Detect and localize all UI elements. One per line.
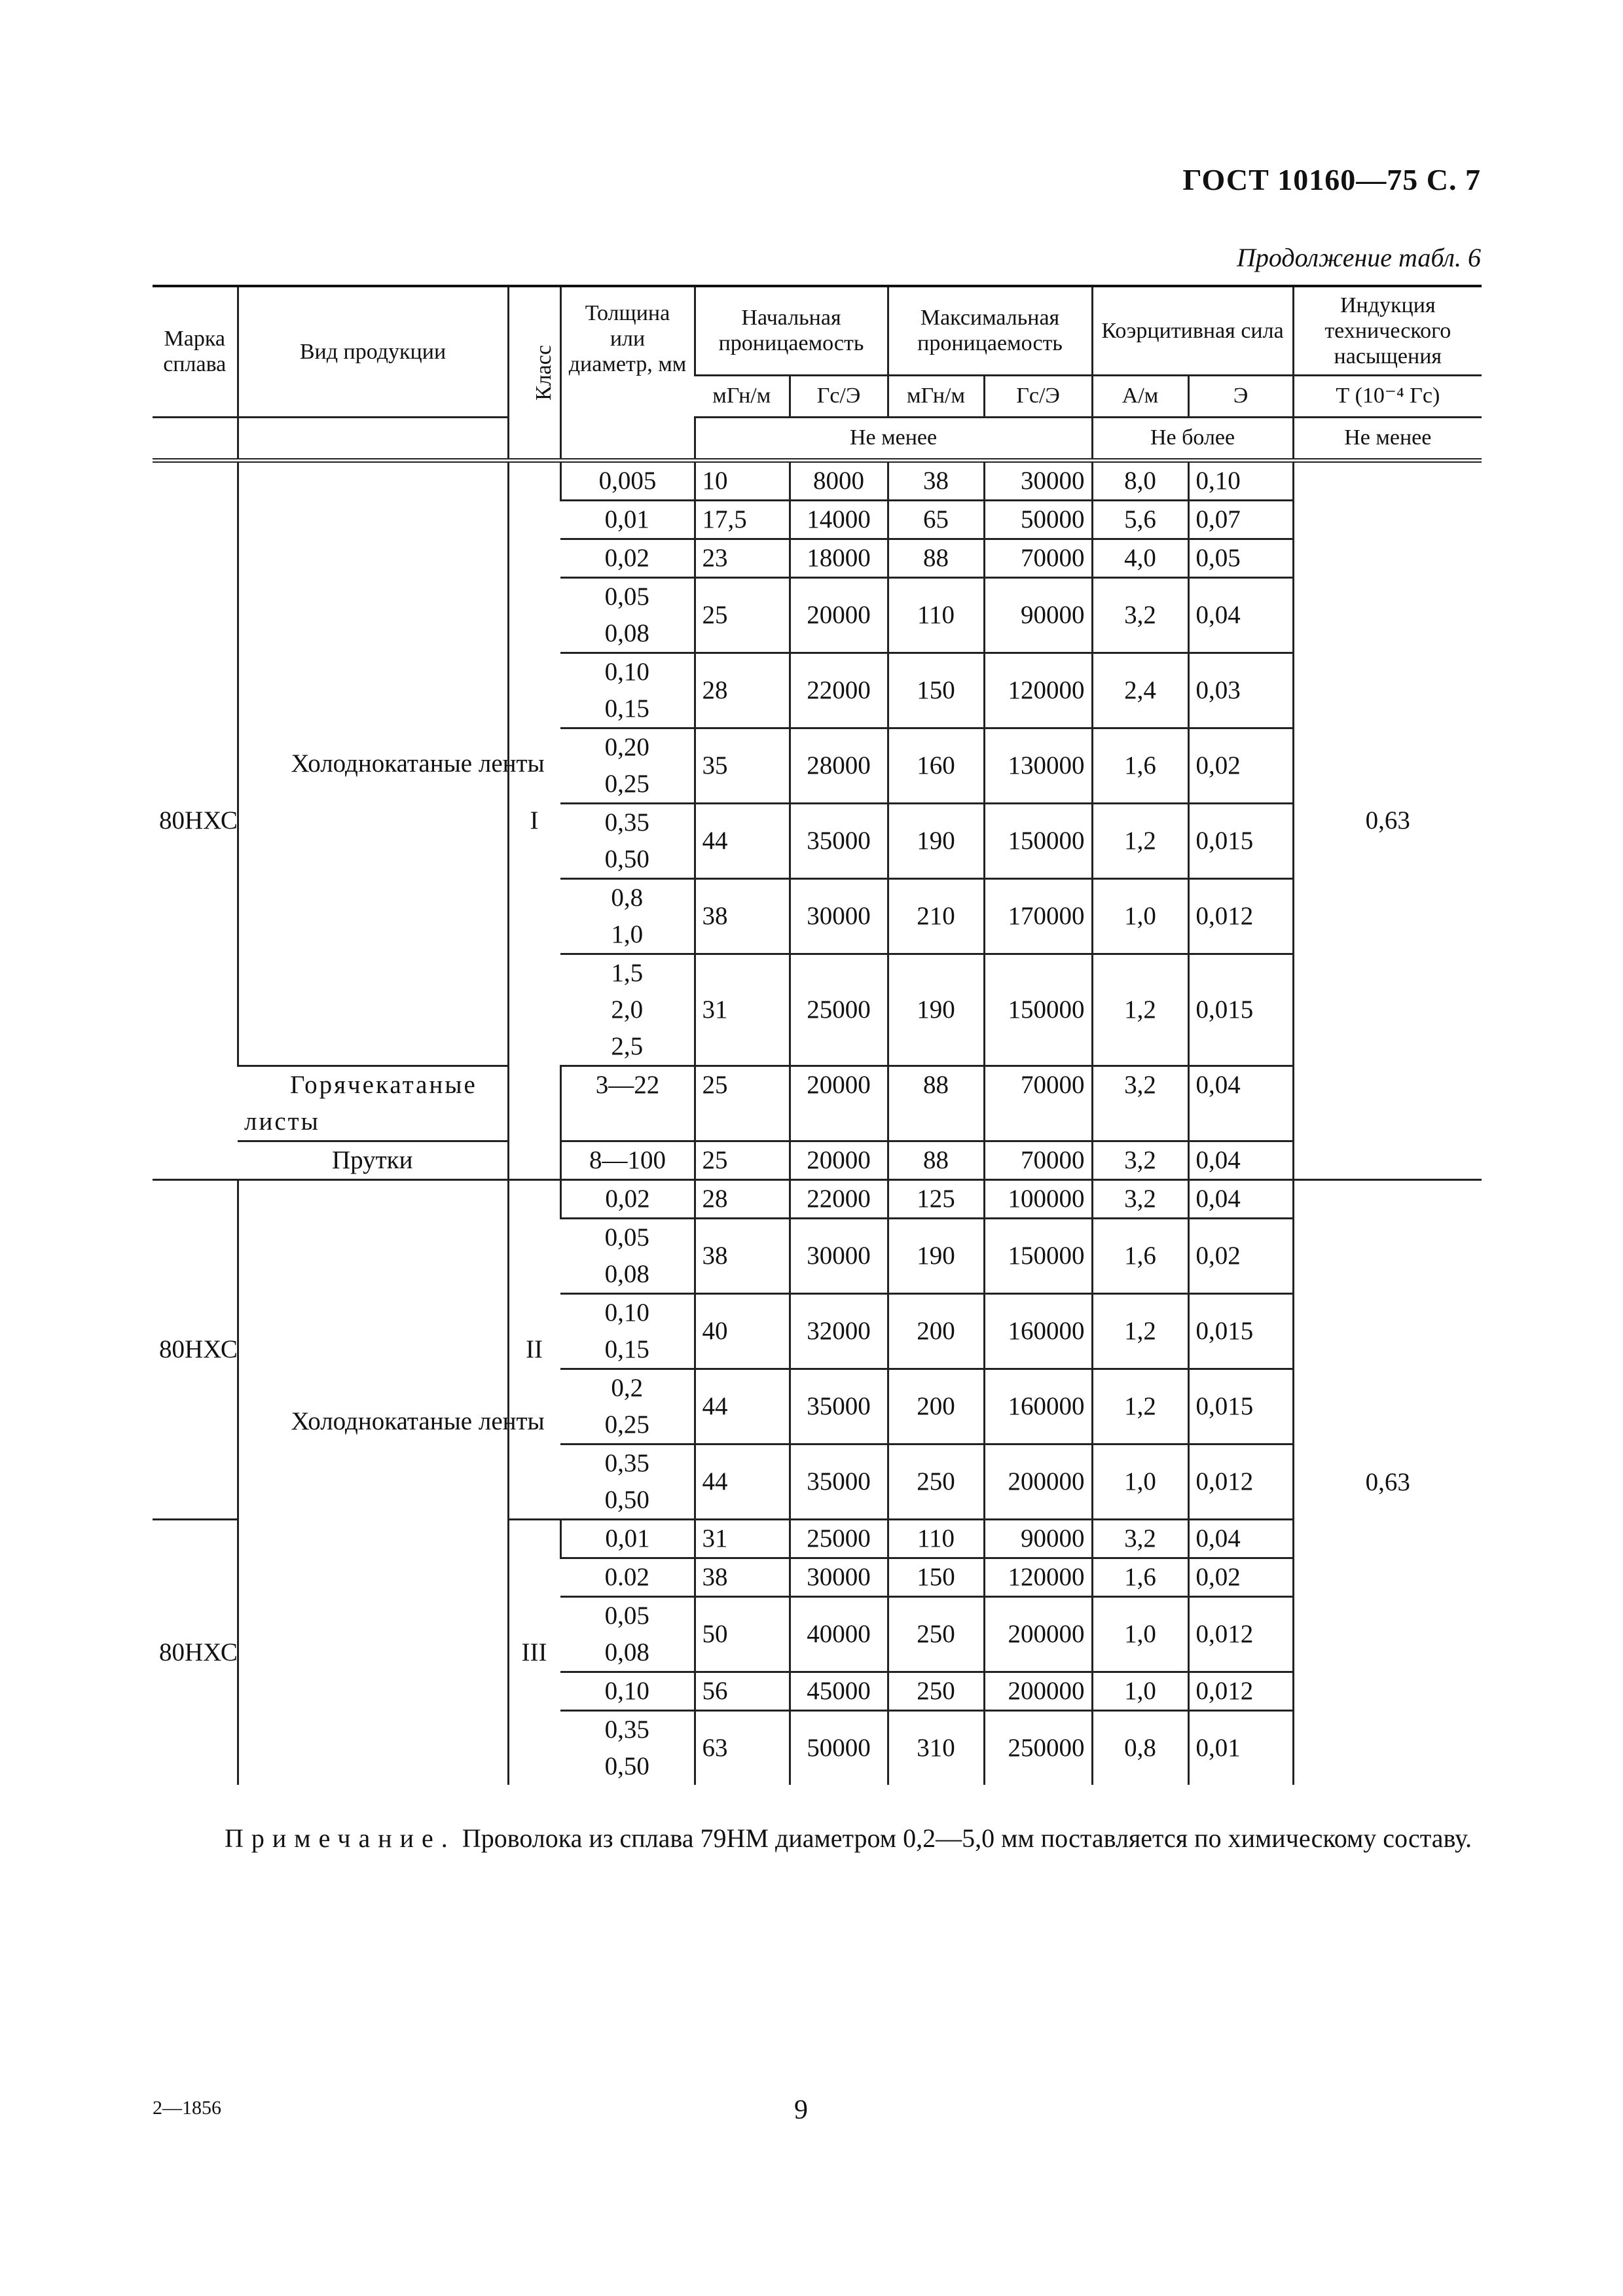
value-cell: 0,015 (1188, 1293, 1293, 1369)
thickness-cell: 0,8 1,0 (560, 878, 695, 954)
value-cell: 130000 (984, 728, 1092, 803)
value-cell: 0,012 (1188, 878, 1293, 954)
value-cell: 1,0 (1092, 1672, 1188, 1710)
value-cell: 40000 (790, 1596, 888, 1672)
product-cell: Холоднокатаные ленты (238, 1179, 508, 1785)
value-cell: 1,0 (1092, 878, 1188, 954)
note-label: Примечание. (225, 1823, 456, 1853)
value-cell: 190 (888, 1218, 984, 1293)
value-cell: 38 (695, 1218, 790, 1293)
grade-cell: 80НХС (153, 460, 238, 1179)
value-cell: 310 (888, 1710, 984, 1785)
thickness-cell: 0,05 0,08 (560, 1596, 695, 1672)
value-cell: 4,0 (1092, 539, 1188, 577)
value-cell: 28 (695, 1179, 790, 1218)
value-cell: 90000 (984, 577, 1092, 653)
thickness-cell: 0,35 0,50 (560, 1710, 695, 1785)
thickness-cell: 0,2 0,25 (560, 1369, 695, 1444)
value-cell: 100000 (984, 1179, 1092, 1218)
value-cell: 35 (695, 728, 790, 803)
value-cell: 30000 (790, 878, 888, 954)
value-cell: 3,2 (1092, 1066, 1188, 1141)
thickness-cell: 0,20 0,25 (560, 728, 695, 803)
value-cell: 1,2 (1092, 954, 1188, 1066)
value-cell: 28 (695, 653, 790, 728)
value-cell: 56 (695, 1672, 790, 1710)
induction-cell: 0,63 (1293, 1179, 1482, 1785)
value-cell: 0,07 (1188, 500, 1293, 539)
value-cell: 200000 (984, 1672, 1092, 1710)
thickness-cell: 0,005 (560, 460, 695, 500)
value-cell: 30000 (984, 460, 1092, 500)
value-cell: 65 (888, 500, 984, 539)
value-cell: 88 (888, 539, 984, 577)
value-cell: 30000 (790, 1558, 888, 1596)
value-cell: 0,02 (1188, 728, 1293, 803)
value-cell: 18000 (790, 539, 888, 577)
value-cell: 110 (888, 577, 984, 653)
col-max-perm-header: Максимальная проницаемость (888, 286, 1092, 375)
value-cell: 70000 (984, 539, 1092, 577)
value-cell: 50000 (984, 500, 1092, 539)
value-cell: 35000 (790, 1369, 888, 1444)
value-cell: 0,04 (1188, 1519, 1293, 1558)
value-cell: 170000 (984, 878, 1092, 954)
value-cell: 8000 (790, 460, 888, 500)
value-cell: 1,2 (1092, 1293, 1188, 1369)
value-cell: 160000 (984, 1369, 1092, 1444)
value-cell: 0,04 (1188, 577, 1293, 653)
value-cell: 28000 (790, 728, 888, 803)
unit-cell: Э (1188, 375, 1293, 417)
value-cell: 70000 (984, 1141, 1092, 1179)
value-cell: 150000 (984, 803, 1092, 878)
value-cell: 250000 (984, 1710, 1092, 1785)
value-cell: 50000 (790, 1710, 888, 1785)
value-cell: 200000 (984, 1444, 1092, 1519)
thickness-cell: 0,05 0,08 (560, 1218, 695, 1293)
value-cell: 0,02 (1188, 1558, 1293, 1596)
value-cell: 31 (695, 1519, 790, 1558)
thickness-cell: 0,05 0,08 (560, 577, 695, 653)
value-cell: 0,04 (1188, 1179, 1293, 1218)
col-thickness-header: Толщина или диаметр, мм (560, 286, 695, 460)
col-class-header: Класс (508, 286, 560, 460)
value-cell: 160000 (984, 1293, 1092, 1369)
value-cell: 0,012 (1188, 1672, 1293, 1710)
value-cell: 160 (888, 728, 984, 803)
value-cell: 250 (888, 1444, 984, 1519)
value-cell: 25 (695, 1066, 790, 1141)
unit-cell: Гс/Э (790, 375, 888, 417)
value-cell: 110 (888, 1519, 984, 1558)
col-product-header: Вид продукции (238, 286, 508, 417)
unit-cell: А/м (1092, 375, 1188, 417)
value-cell: 8,0 (1092, 460, 1188, 500)
value-cell: 32000 (790, 1293, 888, 1369)
thickness-cell: 1,5 2,0 2,5 (560, 954, 695, 1066)
thickness-cell: 0,10 (560, 1672, 695, 1710)
value-cell: 0,015 (1188, 1369, 1293, 1444)
value-cell: 50 (695, 1596, 790, 1672)
thickness-cell: 0,35 0,50 (560, 803, 695, 878)
value-cell: 38 (695, 1558, 790, 1596)
value-cell: 1,6 (1092, 1558, 1188, 1596)
thickness-cell: 0,01 (560, 1519, 695, 1558)
grade-cell: 80НХС (153, 1519, 238, 1785)
value-cell: 25 (695, 1141, 790, 1179)
limit-label: Не более (1092, 417, 1293, 460)
thickness-cell: 0,10 0,15 (560, 1293, 695, 1369)
value-cell: 1,6 (1092, 728, 1188, 803)
value-cell: 20000 (790, 1141, 888, 1179)
value-cell: 25 (695, 577, 790, 653)
limit-label: Не менее (1293, 417, 1482, 460)
value-cell: 0,012 (1188, 1596, 1293, 1672)
value-cell: 10 (695, 460, 790, 500)
value-cell: 22000 (790, 1179, 888, 1218)
value-cell: 0,02 (1188, 1218, 1293, 1293)
value-cell: 38 (695, 878, 790, 954)
value-cell: 3,2 (1092, 577, 1188, 653)
value-cell: 200000 (984, 1596, 1092, 1672)
col-induction-header: Индукция технического насыщения (1293, 286, 1482, 375)
value-cell: 0,03 (1188, 653, 1293, 728)
value-cell: 35000 (790, 1444, 888, 1519)
value-cell: 1,0 (1092, 1596, 1188, 1672)
value-cell: 0,01 (1188, 1710, 1293, 1785)
value-cell: 40 (695, 1293, 790, 1369)
value-cell: 120000 (984, 1558, 1092, 1596)
value-cell: 0,015 (1188, 954, 1293, 1066)
thickness-cell: 0,10 0,15 (560, 653, 695, 728)
value-cell: 0,012 (1188, 1444, 1293, 1519)
value-cell: 1,6 (1092, 1218, 1188, 1293)
induction-cell: 0,63 (1293, 460, 1482, 1179)
value-cell: 150000 (984, 954, 1092, 1066)
value-cell: 25000 (790, 954, 888, 1066)
col-grade-header: Марка сплава (153, 286, 238, 417)
thickness-cell: 3—22 (560, 1066, 695, 1141)
class-cell: III (508, 1519, 560, 1785)
table-note (153, 1820, 1482, 1857)
value-cell: 30000 (790, 1218, 888, 1293)
product-cell: Холоднокатаные ленты (238, 460, 508, 1066)
value-cell: 150 (888, 653, 984, 728)
value-cell: 250 (888, 1672, 984, 1710)
value-cell: 3,2 (1092, 1519, 1188, 1558)
value-cell: 1,2 (1092, 803, 1188, 878)
value-cell: 125 (888, 1179, 984, 1218)
page-number: 9 (794, 2095, 808, 2125)
value-cell: 190 (888, 803, 984, 878)
value-cell: 120000 (984, 653, 1092, 728)
value-cell: 210 (888, 878, 984, 954)
thickness-cell: 0,02 (560, 539, 695, 577)
value-cell: 31 (695, 954, 790, 1066)
class-cell: II (508, 1179, 560, 1519)
thickness-cell: 0,02 (560, 1179, 695, 1218)
value-cell: 14000 (790, 500, 888, 539)
limit-label: Не менее (695, 417, 1092, 460)
value-cell: 200 (888, 1369, 984, 1444)
product-cell: Прутки (238, 1141, 508, 1179)
product-cell: Горячекатаные листы (238, 1066, 508, 1141)
value-cell: 200 (888, 1293, 984, 1369)
unit-cell: мГн/м (888, 375, 984, 417)
value-cell: 38 (888, 460, 984, 500)
unit-cell: Т (10⁻⁴ Гс) (1293, 375, 1482, 417)
value-cell: 190 (888, 954, 984, 1066)
value-cell: 25000 (790, 1519, 888, 1558)
value-cell: 17,5 (695, 500, 790, 539)
value-cell: 3,2 (1092, 1141, 1188, 1179)
col-initial-perm-header: Начальная проницаемость (695, 286, 888, 375)
print-code: 2—1856 (153, 2097, 221, 2119)
value-cell: 1,0 (1092, 1444, 1188, 1519)
value-cell: 88 (888, 1141, 984, 1179)
value-cell: 0,04 (1188, 1066, 1293, 1141)
value-cell: 0,05 (1188, 539, 1293, 577)
note-text: Проволока из сплава 79НМ диаметром 0,2—5,0 мм поставляется по химическому составу. (455, 1823, 1472, 1853)
value-cell: 0,04 (1188, 1141, 1293, 1179)
value-cell: 44 (695, 1444, 790, 1519)
value-cell: 63 (695, 1710, 790, 1785)
thickness-cell: 0,01 (560, 500, 695, 539)
value-cell: 88 (888, 1066, 984, 1141)
value-cell: 44 (695, 803, 790, 878)
value-cell: 1,2 (1092, 1369, 1188, 1444)
thickness-cell: 8—100 (560, 1141, 695, 1179)
value-cell: 0,015 (1188, 803, 1293, 878)
class-cell: I (508, 460, 560, 1179)
grade-cell: 80НХС (153, 1179, 238, 1519)
value-cell: 0,8 (1092, 1710, 1188, 1785)
value-cell: 150000 (984, 1218, 1092, 1293)
col-coercive-header: Коэрцитивная сила (1092, 286, 1293, 375)
value-cell: 44 (695, 1369, 790, 1444)
value-cell: 20000 (790, 577, 888, 653)
value-cell: 2,4 (1092, 653, 1188, 728)
value-cell: 250 (888, 1596, 984, 1672)
value-cell: 20000 (790, 1066, 888, 1141)
value-cell: 70000 (984, 1066, 1092, 1141)
unit-cell: Гс/Э (984, 375, 1092, 417)
unit-cell: мГн/м (695, 375, 790, 417)
thickness-cell: 0.02 (560, 1558, 695, 1596)
properties-table (153, 285, 1482, 1785)
value-cell: 5,6 (1092, 500, 1188, 539)
value-cell: 45000 (790, 1672, 888, 1710)
value-cell: 3,2 (1092, 1179, 1188, 1218)
value-cell: 22000 (790, 653, 888, 728)
thickness-cell: 0,35 0,50 (560, 1444, 695, 1519)
page-title: ГОСТ 10160—75 С. 7 (1182, 163, 1481, 196)
table-continuation-label: Продолжение табл. 6 (1236, 243, 1481, 272)
value-cell: 23 (695, 539, 790, 577)
value-cell: 90000 (984, 1519, 1092, 1558)
value-cell: 0,10 (1188, 460, 1293, 500)
value-cell: 35000 (790, 803, 888, 878)
value-cell: 150 (888, 1558, 984, 1596)
